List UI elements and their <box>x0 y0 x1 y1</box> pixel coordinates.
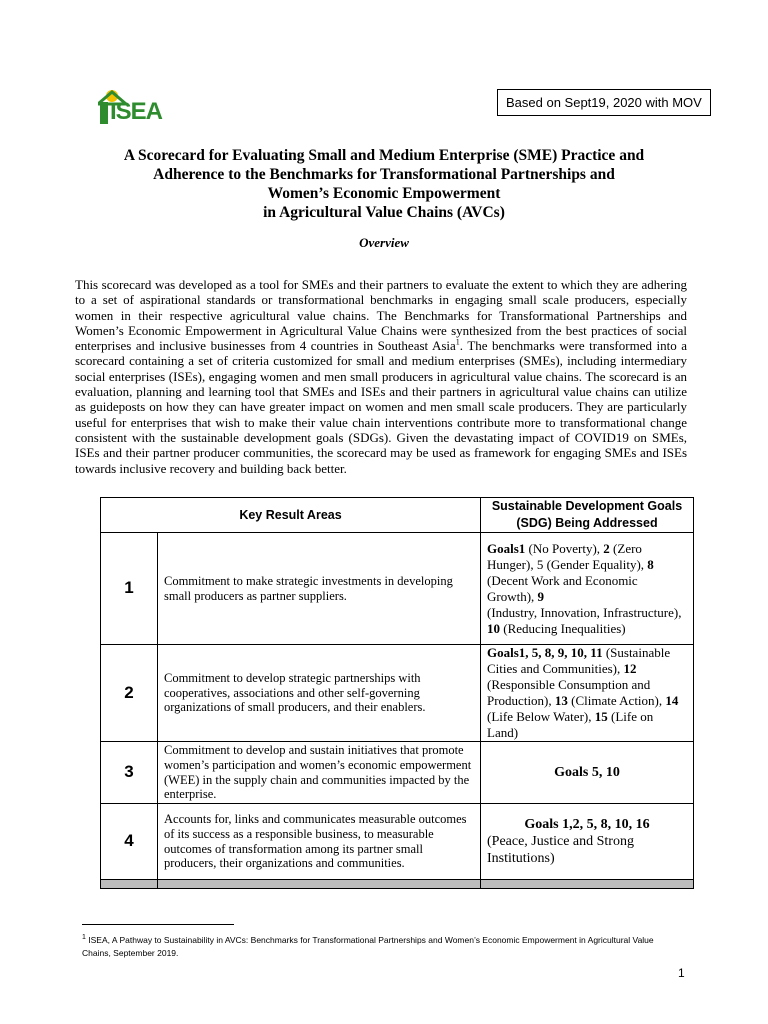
table-row <box>101 533 694 645</box>
title-line: A Scorecard for Evaluating Small and Medium Enterprise (SME) Practice and <box>123 147 645 164</box>
shaded-cell <box>101 880 158 889</box>
table-row <box>101 645 694 742</box>
intro-text-part2: . The benchmarks were transformed into a scorecard containing a set of criteria customized for small and medium enterprises (SMEs), including intermediary social enterprises (ISEs), engaging women and men small producers in agricultural value chains. The scorecard is an evaluation, planning and learning tool that SMEs and ISEs and their partners in agricultural value chains can utilize as guideposts on how they can have greater impact on women and men small scale producers. They are particularly useful for enterprises that wish to make their value chain interventions contribute more to transformational change consistent with the sustainable development goals (SDGs). Given the devastating impact of COVID19 on SMEs, ISEs and their partner producer communities, the scorecard may be used as framework for engaging SMEs and ISEs towards inclusive recovery and building back better. <box>75 338 687 476</box>
title-line: Women’s Economic Empowerment <box>267 185 501 202</box>
footnote <box>82 931 682 960</box>
header-sdg: Sustainable Development Goals (SDG) Being Addressed <box>481 498 694 533</box>
table-row <box>101 742 694 804</box>
row-number: 3 <box>101 742 158 804</box>
footnote-reference[interactable]: 1 <box>455 337 460 347</box>
key-result-area: Commitment to develop strategic partnerships with cooperatives, associations and other self-governing organizations of small producers, and their enablers. <box>158 645 481 742</box>
row-number: 1 <box>101 533 158 645</box>
key-result-area: Commitment to develop and sustain initiatives that promote women’s participation and women’s economic empowerment (WEE) in the supply chain and communities impacted by the enterprise. <box>158 742 481 804</box>
intro-text-part1: This scorecard was developed as a tool for SMEs and their partners to evaluate the extent to which they are adhering to a set of aspirational standards or transformational benchmarks in engaging small scale producers, especially women in their respective agricultural value chains. The Benchmarks for Transformational Partnerships and Women’s Economic Empowerment in Agricultural Value Chains were synthesized from the best practices of social enterprises and inclusive businesses from 4 countries in Southeast Asia <box>75 277 687 354</box>
scorecard-table <box>100 497 694 889</box>
page-number: 1 <box>678 966 685 980</box>
sdg-goals <box>481 804 694 880</box>
document-title <box>60 146 708 222</box>
row-number: 4 <box>101 804 158 880</box>
footnote-divider <box>82 924 234 925</box>
overview-heading: Overview <box>359 235 409 250</box>
intro-paragraph <box>75 277 687 476</box>
table-header-row <box>101 498 694 533</box>
title-line: in Agricultural Value Chains (AVCs) <box>263 204 505 221</box>
logo-text: ISEA <box>110 98 163 125</box>
revision-note: Based on Sept19, 2020 with MOV <box>497 89 711 116</box>
key-result-area: Commitment to make strategic investments in developing small producers as partner suppliers. <box>158 533 481 645</box>
sdg-goals-heading: Goals 1,2, 5, 8, 10, 16 <box>524 817 650 832</box>
header-key-result-areas: Key Result Areas <box>101 498 481 533</box>
sdg-goals-detail: (Peace, Justice and Strong Institutions) <box>487 834 634 866</box>
footnote-number: 1 <box>82 934 86 941</box>
table-row <box>101 804 694 880</box>
row-number: 2 <box>101 645 158 742</box>
footnote-text: ISEA, A Pathway to Sustainability in AVCs: Benchmarks for Transformational Partnerships and Women’s Economic Empowerment in Agricultural Value Chains, September 2019. <box>82 934 654 958</box>
shaded-cell <box>481 880 694 889</box>
sdg-goals: Goals1, 5, 8, 9, 10, 11 (Sustainable Cities and Communities), 12 (Responsible Consumption and Production), 13 (Climate Action), 14 (Life Below Water), 15 (Life on Land) <box>481 645 694 742</box>
table-shaded-row <box>101 880 694 889</box>
title-line: Adherence to the Benchmarks for Transformational Partnerships and <box>153 166 615 183</box>
shaded-cell <box>158 880 481 889</box>
sdg-goals: Goals 5, 10 <box>481 742 694 804</box>
key-result-area: Accounts for, links and communicates measurable outcomes of its success as a responsible business, to measurable outcomes of transformation among its partner small producers, their organizations and communities. <box>158 804 481 880</box>
sdg-goals: Goals1 (No Poverty), 2 (Zero Hunger), 5 (Gender Equality), 8 (Decent Work and Economic Growth), 9 (Industry, Innovation, Infrastructure), 10 (Reducing Inequalities) <box>481 533 694 645</box>
